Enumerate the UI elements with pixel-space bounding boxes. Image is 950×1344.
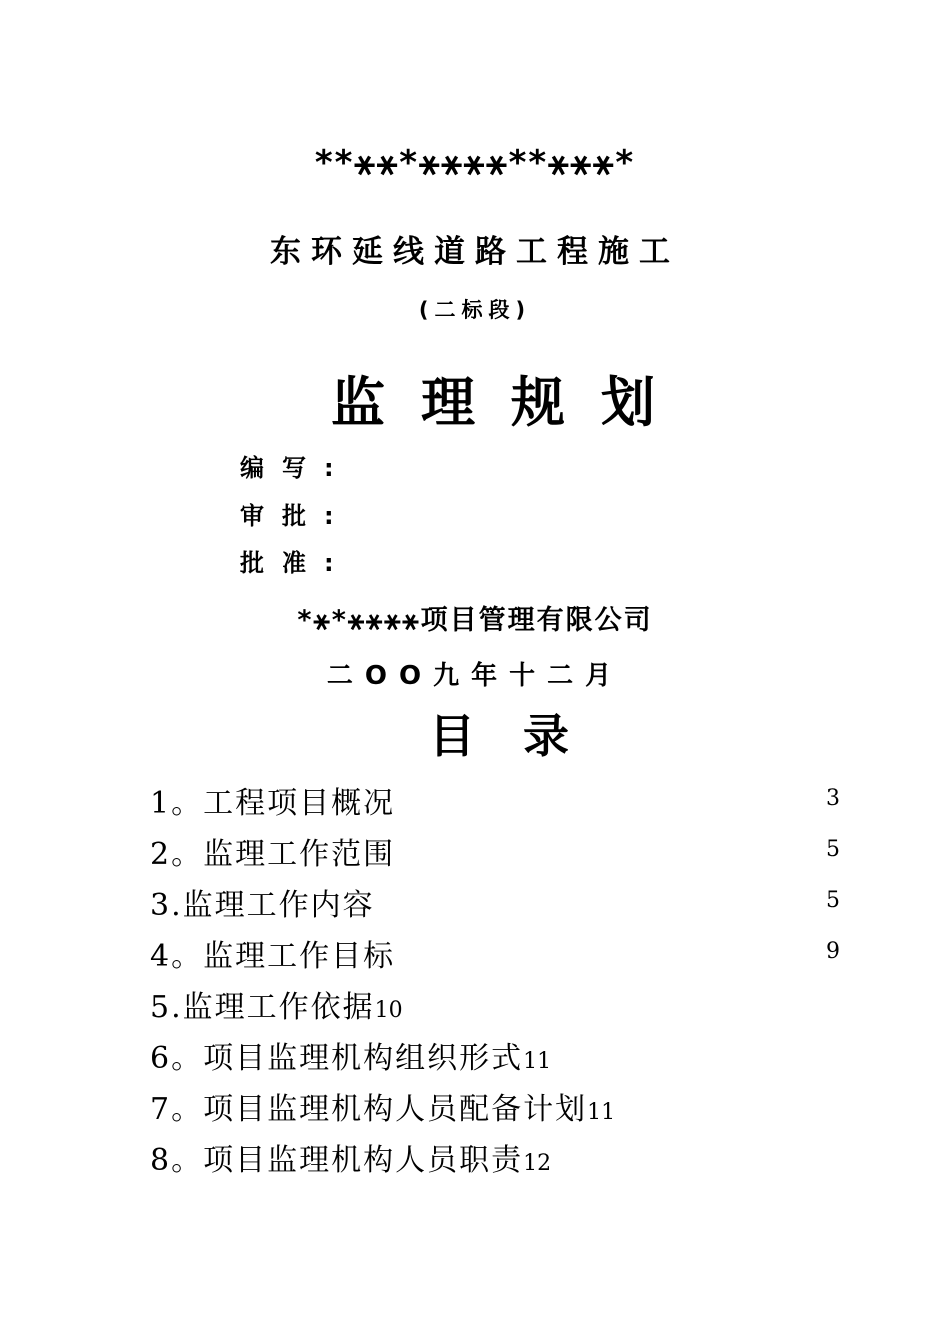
cover-main-title: 监理规划 [331, 371, 691, 434]
toc-item-page: 12 [523, 1151, 552, 1176]
toc-item[interactable] [150, 982, 840, 1025]
signature-row-prepared [240, 448, 352, 483]
toc-item-page: 11 [523, 1049, 552, 1074]
toc-item[interactable] [150, 1033, 840, 1076]
signature-label: 审批 [240, 502, 324, 530]
cover-section-label: (二标段) [418, 298, 532, 322]
cover-stars-title: **⚹⚹*⚹⚹⚹⚹**⚹⚹⚹* [314, 143, 636, 183]
toc-item-page: 5 [826, 888, 840, 913]
signature-colon: : [324, 502, 352, 530]
toc-item-page: 5 [826, 837, 840, 862]
signature-colon: : [324, 454, 352, 482]
toc-item[interactable] [150, 778, 840, 821]
toc-item-page: 9 [826, 939, 840, 964]
signature-row-reviewed [240, 496, 352, 531]
toc-item-page: 10 [374, 998, 403, 1023]
toc-item-page: 11 [587, 1100, 616, 1125]
toc-item-text: 5.监理工作依据 [150, 990, 375, 1025]
toc-item-text: 2。监理工作范围 [150, 837, 396, 872]
toc-item-page: 3 [826, 786, 840, 811]
toc-item[interactable] [150, 931, 840, 974]
toc-item[interactable] [150, 880, 840, 923]
cover-company-name: *⚹*⚹⚹⚹⚹项目管理有限公司 [297, 605, 653, 636]
toc-item-text: 3.监理工作内容 [150, 888, 375, 923]
toc-item[interactable] [150, 829, 840, 872]
signature-label: 批准 [240, 549, 324, 577]
toc-item-text: 4。监理工作目标 [150, 939, 396, 974]
toc-item-text: 1。工程项目概况 [150, 786, 396, 821]
toc-title: 目录 [429, 709, 617, 763]
signature-colon: : [324, 549, 352, 577]
signature-label: 编写 [240, 454, 324, 482]
toc-item-text: 6。项目监理机构组织形式 [150, 1041, 524, 1076]
signature-row-approved [240, 543, 352, 578]
toc-item[interactable] [150, 1084, 840, 1127]
cover-project-title: 东环延线道路工程施工 [270, 234, 680, 270]
cover-date: 二OO九年十二月 [326, 661, 624, 691]
toc-item-text: 7。项目监理机构人员配备计划 [150, 1092, 588, 1127]
toc-item[interactable] [150, 1135, 840, 1178]
toc-item-text: 8。项目监理机构人员职责 [150, 1143, 524, 1178]
